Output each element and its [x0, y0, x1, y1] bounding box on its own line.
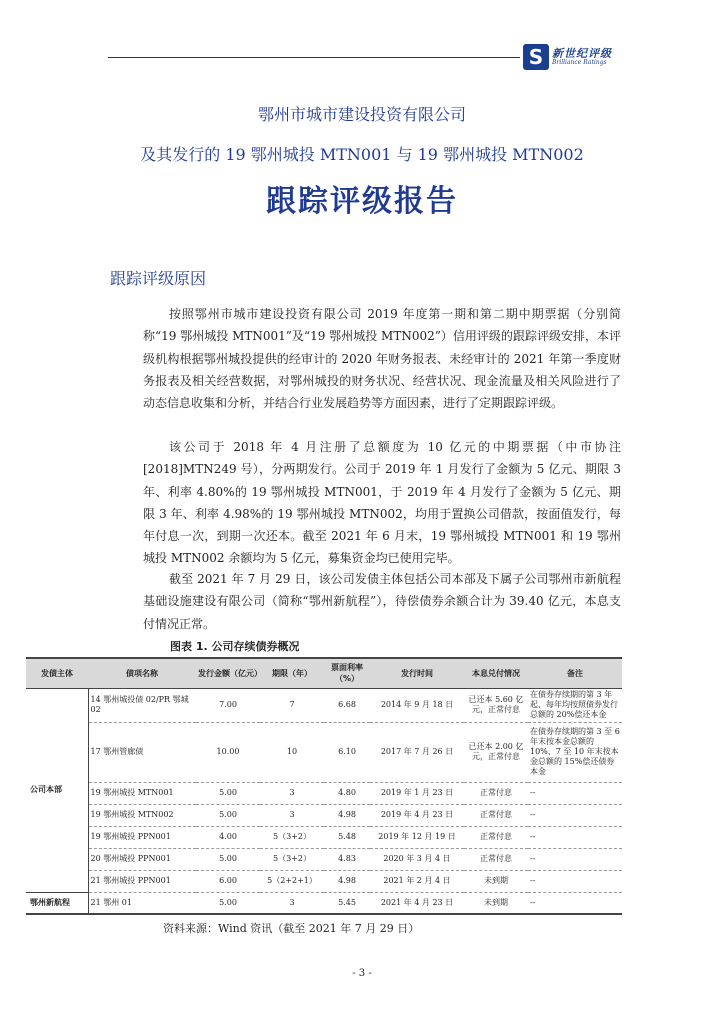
report-title-company: 鄂州市城市建设投资有限公司 — [257, 105, 466, 124]
cell-payment-status: 正常付息 — [464, 804, 528, 826]
cell-bond-name: 20 鄂州城投 PPN001 — [88, 848, 196, 870]
cell-bond-name: 19 鄂州城投 MTN002 — [88, 804, 196, 826]
col-header-issue-date: 发行时间 — [370, 658, 464, 688]
cell-bond-name: 19 鄂州城投 PPN001 — [88, 826, 196, 848]
cell-payment-status: 正常付息 — [464, 826, 528, 848]
cell-rate: 6.68 — [324, 688, 370, 722]
header-rule — [108, 57, 520, 58]
cell-amount: 5.00 — [196, 892, 260, 914]
col-header-amount: 发行金额（亿元） — [196, 658, 260, 688]
cell-payment-status: 已还本 2.00 亿元，正常付息 — [464, 722, 528, 782]
cell-amount: 10.00 — [196, 722, 260, 782]
col-header-bond-name: 债项名称 — [88, 658, 196, 688]
cell-amount: 4.00 — [196, 826, 260, 848]
cell-issue-date: 2021 年 2 月 4 日 — [370, 870, 464, 892]
cell-rate: 4.80 — [324, 782, 370, 804]
col-header-issuer: 发债主体 — [26, 658, 88, 688]
cell-term: 5（2+2+1） — [260, 870, 324, 892]
table-header-row — [26, 658, 622, 688]
table-row — [26, 848, 622, 870]
cell-remarks: -- — [528, 848, 622, 870]
paragraph-rating-basis: 按照鄂州市城市建设投资有限公司 2019 年度第一期和第二期中期票据（分别简称“19 鄂州城投 MTN001”及“19 鄂州城投 MTN002”）信用评级的跟踪评级安排，本评级机构根据鄂州城投提供的经审计的 2020 年财务报表、未经审计的 2021 年第一季度财务报表及相关经营数据，对鄂州城投的财务状况、经营状况、现金流量及相关风险进行了动态信息收集和分析，并结合行业发展趋势等方面因素，进行了定期跟踪评级。 — [143, 307, 621, 411]
logo-mark-icon: S — [523, 44, 549, 70]
bond-summary-table — [26, 657, 622, 915]
table-row — [26, 892, 622, 914]
report-title-main: 跟踪评级报告 — [266, 184, 458, 219]
cell-issue-date: 2020 年 3 月 4 日 — [370, 848, 464, 870]
cell-rate: 4.83 — [324, 848, 370, 870]
issuer-cell: 鄂州新航程 — [26, 892, 88, 914]
paragraph-bond-issuance: 该公司于 2018 年 4 月注册了总额度为 10 亿元的中期票据（中市协注[2018]MTN249 号），分两期发行。公司于 2019 年 1 月发行了金额为 5 亿元、期限 3 年、利率 4.80%的 19 鄂州城投 MTN001，于 2019 年 4 月发行了金额为 5 亿元、期限 3 年、利率 4.98%的 19 鄂州城投 MTN002，均用于置换公司借款，按面值发行，每年付息一次，到期一次还本。截至 2021 年 6 月末，19 鄂州城投 MTN001 和 19 鄂州城投 MTN002 余额均为 5 亿元，募集资金均已使用完毕。 — [143, 440, 621, 566]
col-header-term: 期限（年） — [260, 658, 324, 688]
cell-issue-date: 2019 年 12 月 19 日 — [370, 826, 464, 848]
cell-issue-date: 2017 年 7 月 26 日 — [370, 722, 464, 782]
cell-amount: 5.00 — [196, 782, 260, 804]
cell-issue-date: 2021 年 4 月 23 日 — [370, 892, 464, 914]
table-source-note: 资料来源：Wind 资讯（截至 2021 年 7 月 29 日） — [163, 922, 420, 935]
cell-remarks: 在债券存续期的第 3 年起，每年均按照债券发行总额的 20%偿还本金 — [528, 688, 622, 722]
cell-payment-status: 正常付息 — [464, 782, 528, 804]
cell-bond-name: 21 鄂州城投 PPN001 — [88, 870, 196, 892]
cell-bond-name: 14 鄂州城投债 02/PR 鄂城 02 — [88, 688, 196, 722]
cell-bond-name: 19 鄂州城投 MTN001 — [88, 782, 196, 804]
table-row — [26, 782, 622, 804]
page-number: - 3 - — [352, 968, 372, 979]
cell-payment-status: 已还本 5.60 亿元，正常付息 — [464, 688, 528, 722]
cell-term: 7 — [260, 688, 324, 722]
col-header-rate: 票面利率（%） — [324, 658, 370, 688]
cell-rate: 4.98 — [324, 870, 370, 892]
paragraph-outstanding-balance: 截至 2021 年 7 月 29 日，该公司发债主体包括公司本部及下属子公司鄂州市新航程基础设施建设有限公司（简称“鄂州新航程”），待偿债券余额合计为 39.40 亿元，本息支付情况正常。 — [143, 572, 621, 631]
table-row — [26, 722, 622, 782]
col-header-remarks: 备注 — [528, 658, 622, 688]
table-row — [26, 826, 622, 848]
table-caption: 图表 1. 公司存续债券概况 — [170, 640, 300, 653]
cell-amount: 6.00 — [196, 870, 260, 892]
cell-issue-date: 2019 年 1 月 23 日 — [370, 782, 464, 804]
cell-remarks: -- — [528, 870, 622, 892]
brand-logo — [523, 44, 623, 72]
cell-rate: 5.45 — [324, 892, 370, 914]
cell-remarks: -- — [528, 892, 622, 914]
cell-term: 3 — [260, 782, 324, 804]
cell-term: 10 — [260, 722, 324, 782]
issuer-cell: 公司本部 — [26, 688, 88, 892]
cell-remarks: 在债券存续期的第 3 至 6 年末按本金总额的 10%、7 至 10 年末按本金总额的 15%偿还债券本金 — [528, 722, 622, 782]
cell-issue-date: 2014 年 9 月 18 日 — [370, 688, 464, 722]
cell-bond-name: 17 鄂州管廊债 — [88, 722, 196, 782]
cell-issue-date: 2019 年 4 月 23 日 — [370, 804, 464, 826]
table-row — [26, 688, 622, 722]
cell-rate: 6.10 — [324, 722, 370, 782]
cell-term: 3 — [260, 892, 324, 914]
cell-term: 5（3+2） — [260, 848, 324, 870]
logo-chinese-name: 新世纪评级 — [552, 47, 612, 60]
cell-payment-status: 未到期 — [464, 870, 528, 892]
logo-english-name: Brilliance Ratings — [552, 59, 607, 66]
table-row — [26, 870, 622, 892]
cell-rate: 5.48 — [324, 826, 370, 848]
cell-payment-status: 未到期 — [464, 892, 528, 914]
cell-term: 3 — [260, 804, 324, 826]
cell-rate: 4.98 — [324, 804, 370, 826]
cell-payment-status: 正常付息 — [464, 848, 528, 870]
cell-remarks: -- — [528, 826, 622, 848]
cell-amount: 5.00 — [196, 848, 260, 870]
cell-remarks: -- — [528, 782, 622, 804]
cell-amount: 5.00 — [196, 804, 260, 826]
col-header-payment-status: 本息兑付情况 — [464, 658, 528, 688]
cell-amount: 7.00 — [196, 688, 260, 722]
report-title-bonds: 及其发行的 19 鄂州城投 MTN001 与 19 鄂州城投 MTN002 — [140, 145, 584, 164]
cell-bond-name: 21 鄂州 01 — [88, 892, 196, 914]
section-heading: 跟踪评级原因 — [110, 269, 207, 288]
cell-term: 5（3+2） — [260, 826, 324, 848]
table-row — [26, 804, 622, 826]
cell-remarks: -- — [528, 804, 622, 826]
